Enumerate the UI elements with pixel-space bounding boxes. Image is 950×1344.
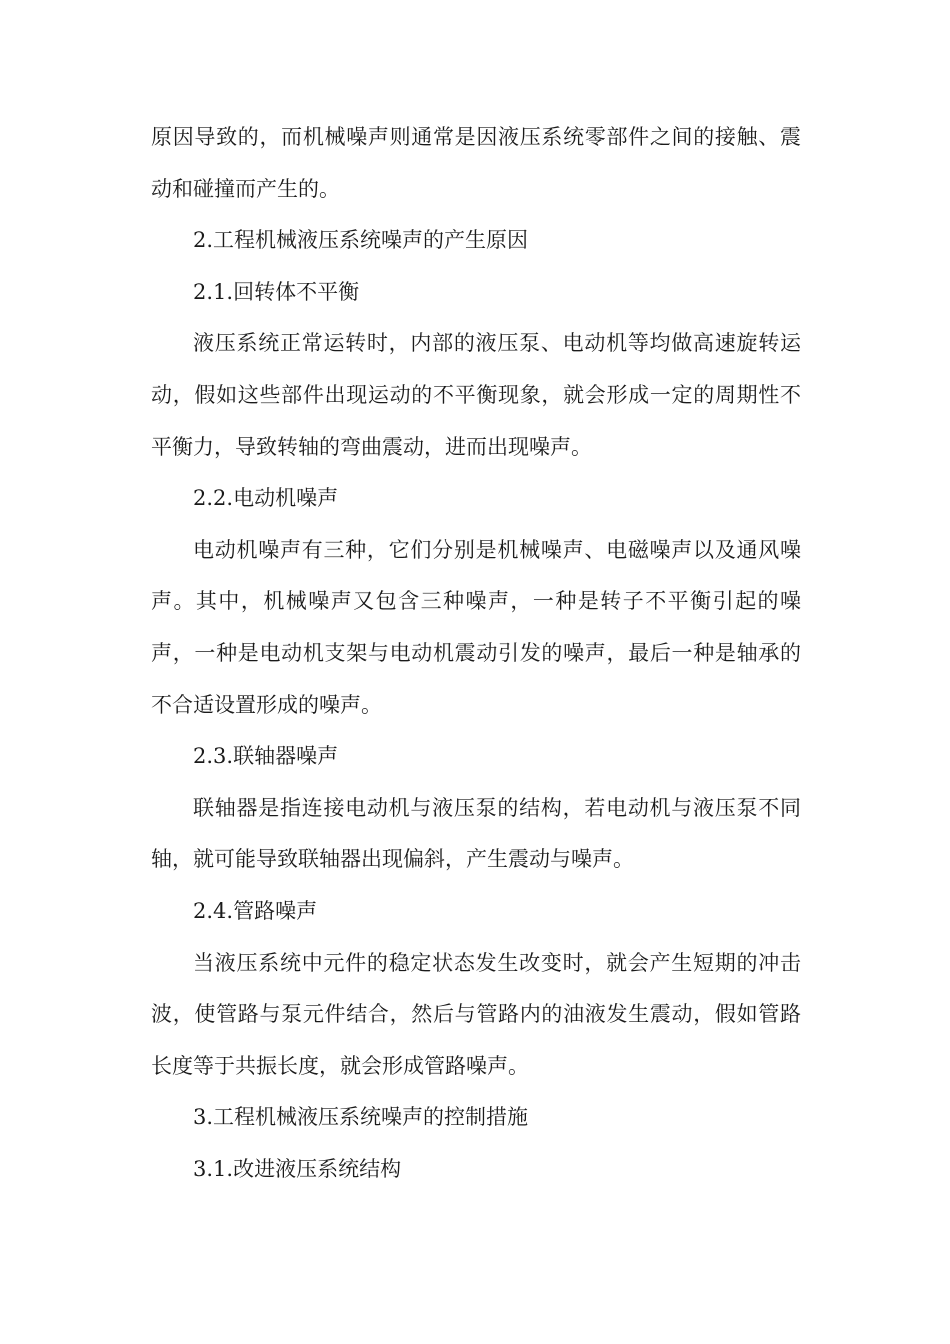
subsection-heading-2-1: 2.1.回转体不平衡 — [193, 279, 360, 304]
paragraph-continuation: 原因导致的，而机械噪声则通常是因液压系统零部件之间的接触、震动和碰撞而产生的。 — [151, 125, 801, 201]
document-body — [151, 112, 801, 1195]
subsection-heading-2-2: 2.2.电动机噪声 — [193, 486, 339, 511]
section-heading-2: 2.工程机械液压系统噪声的产生原因 — [193, 228, 529, 253]
subsection-heading-2-3: 2.3.联轴器噪声 — [193, 744, 339, 769]
paragraph-motor-noise: 电动机噪声有三种，它们分别是机械噪声、电磁噪声以及通风噪声。其中，机械噪声又包含三种噪声，一种是转子不平衡引起的噪声，一种是电动机支架与电动机震动引发的噪声，最后一种是轴承的不合适设置形成的噪声。 — [151, 537, 801, 717]
paragraph-rotor-imbalance: 液压系统正常运转时，内部的液压泵、电动机等均做高速旋转运动，假如这些部件出现运动的不平衡现象，就会形成一定的周期性不平衡力，导致转轴的弯曲震动，进而出现噪声。 — [151, 331, 801, 459]
paragraph-pipeline-noise: 当液压系统中元件的稳定状态发生改变时，就会产生短期的冲击波，使管路与泵元件结合，然后与管路内的油液发生震动，假如管路长度等于共振长度，就会形成管路噪声。 — [151, 950, 801, 1078]
subsection-heading-3-1: 3.1.改进液压系统结构 — [193, 1156, 402, 1181]
subsection-heading-2-4: 2.4.管路噪声 — [193, 898, 318, 923]
section-heading-3: 3.工程机械液压系统噪声的控制措施 — [193, 1105, 529, 1130]
paragraph-coupling-noise: 联轴器是指连接电动机与液压泵的结构，若电动机与液压泵不同轴，就可能导致联轴器出现偏斜，产生震动与噪声。 — [151, 795, 801, 872]
